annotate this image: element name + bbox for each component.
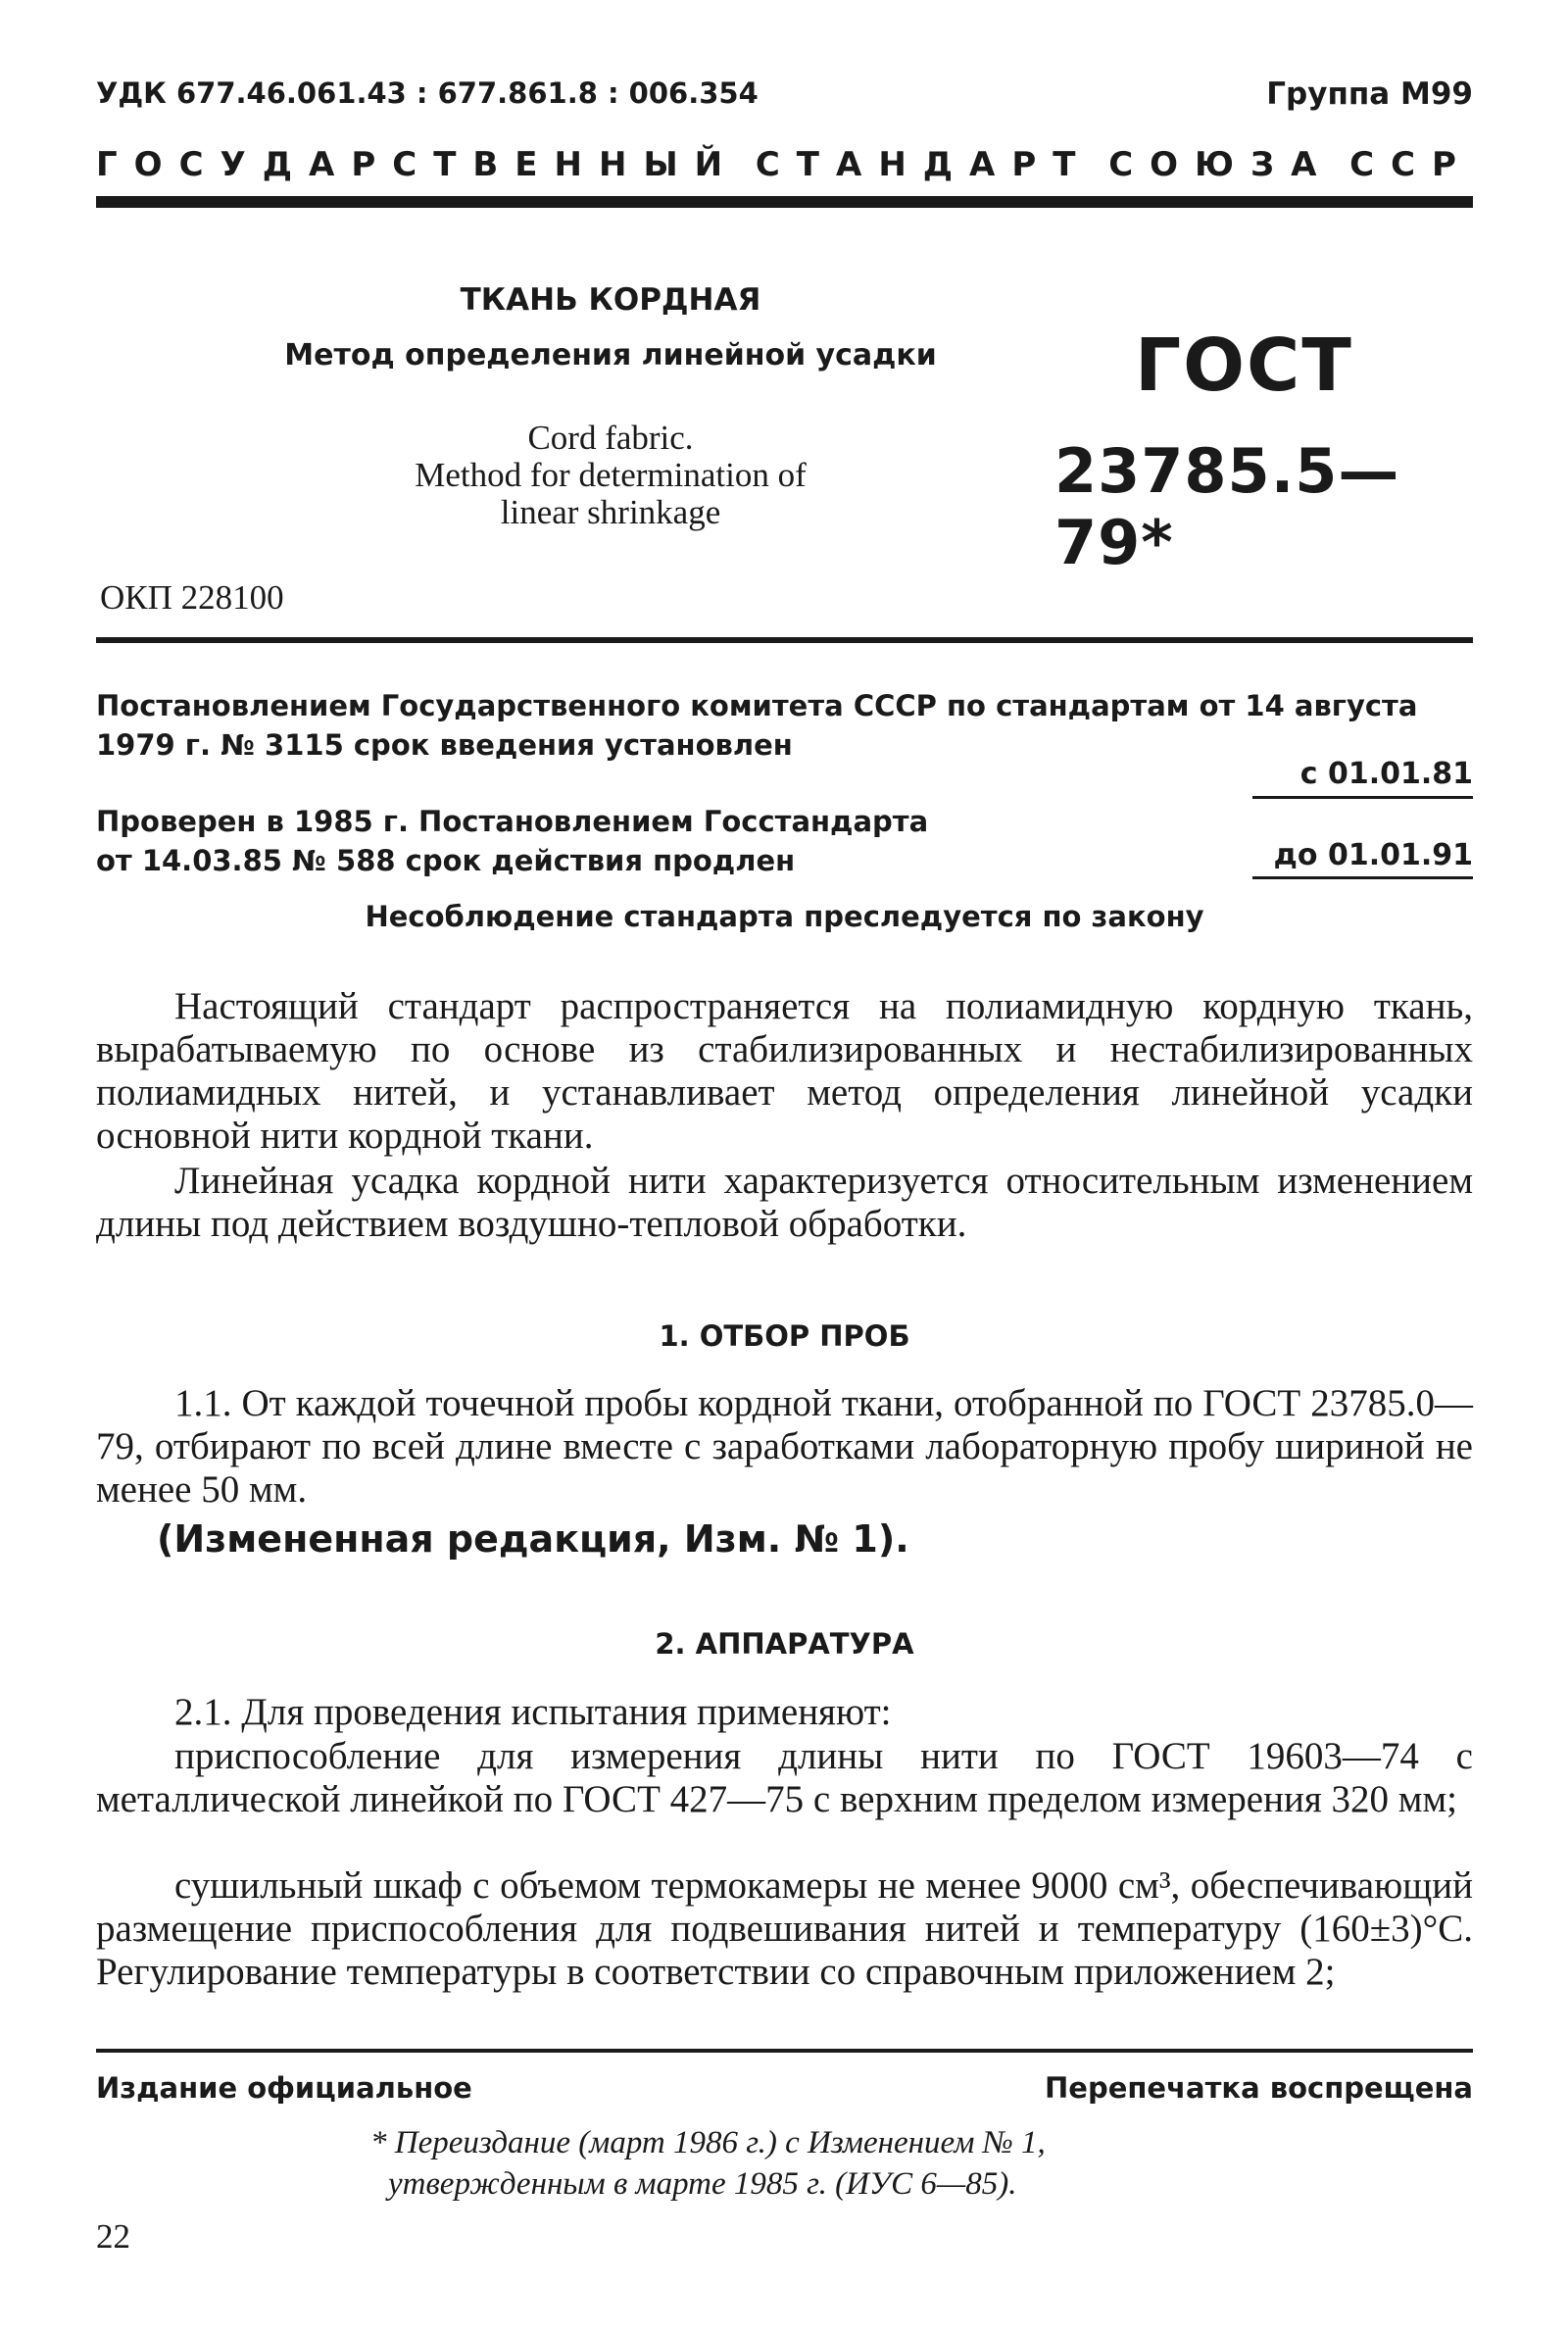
subtitle-ru: Метод определения линейной усадки xyxy=(284,338,937,372)
state-word: СТАНДАРТ xyxy=(755,145,1093,184)
document-page xyxy=(96,0,1473,2333)
edition-label: Издание официальное xyxy=(96,2071,472,2105)
list-item: сушильный шкаф с объемом термокамеры не менее 9000 см³, обеспечивающий размещение приспособления для подвешивания нитей и температуру (160±3)°С. Регулирование температуры в соответствии со справочным приложением 2; xyxy=(96,1864,1473,1993)
reprint-label: Перепечатка воспрещена xyxy=(1045,2071,1473,2105)
decree-line: 1979 г. № 3115 срок введения установлен xyxy=(96,728,793,762)
gost-label: ГОСТ xyxy=(1135,323,1353,408)
date-to: до 01.01.91 xyxy=(1273,838,1473,872)
title-en-line: Cord fabric. xyxy=(527,419,694,457)
footer-rule xyxy=(96,2049,1473,2053)
gost-number: 23785.5—79* xyxy=(1054,435,1400,578)
section-heading: 2. АППАРАТУРА xyxy=(655,1627,914,1661)
check-line: от 14.03.85 № 588 срок действия продлен xyxy=(96,844,796,877)
udk-code: УДК 677.46.061.43 : 677.861.8 : 006.354 xyxy=(96,76,759,110)
page-number: 22 xyxy=(96,2217,130,2256)
check-text xyxy=(96,802,1174,880)
state-word: СОЮЗА xyxy=(1108,145,1334,184)
footnote-line: утвержденным в марте 1985 г. (ИУС 6—85). xyxy=(388,2166,1017,2202)
title-en xyxy=(96,420,1125,531)
date-from-underline xyxy=(1252,796,1473,799)
state-word: ГОСУДАРСТВЕННЫЙ xyxy=(96,145,740,184)
footnote-line: * Переиздание (март 1986 г.) с Изменением № 1, xyxy=(370,2125,1046,2160)
section-paragraph: 1.1. От каждой точечной пробы кордной ткани, отобранной по ГОСТ 23785.0—79, отбирают по всей длине вместе с заработками лабораторную пробу шириной не менее 50 мм. xyxy=(96,1382,1473,1511)
section-paragraph: 2.1. Для проведения испытания применяют: xyxy=(174,1691,892,1733)
group-code: Группа М99 xyxy=(1266,76,1473,112)
date-from: с 01.01.81 xyxy=(1299,757,1473,791)
check-line: Проверен в 1985 г. Постановлением Госстандарта xyxy=(96,805,929,838)
state-standard-heading xyxy=(96,145,1473,184)
list-item: приспособление для измерения длины нити по ГОСТ 19603—74 с металлической линейкой по ГОСТ 427—75 с верхним пределом измерения 320 мм; xyxy=(96,1735,1473,1820)
header-rule xyxy=(96,196,1473,208)
decree-line: Постановлением Государственного комитета СССР по стандартам от 14 августа xyxy=(96,689,1418,722)
state-word: ССР xyxy=(1349,145,1473,184)
footnote xyxy=(370,2122,1046,2205)
okp-code: ОКП 228100 xyxy=(100,578,284,617)
section-heading: 1. ОТБОР ПРОБ xyxy=(659,1319,910,1353)
intro-paragraph: Линейная усадка кордной нити характеризуется относительным изменением длины под действием воздушно-тепловой обработки. xyxy=(96,1160,1473,1245)
intro-paragraph: Настоящий стандарт распространяется на полиамидную кордную ткань, вырабатываемую по основе из стабилизированных и нестабилизированных полиамидных нитей, и устанавливает метод определения линейной усадки основной нити кордной ткани. xyxy=(96,985,1473,1157)
penalty-notice: Несоблюдение стандарта преследуется по закону xyxy=(365,900,1204,933)
title-ru: ТКАНЬ КОРДНАЯ xyxy=(460,282,761,318)
date-to-underline xyxy=(1252,876,1473,879)
amendment-note: (Измененная редакция, Изм. № 1). xyxy=(157,1517,909,1561)
decree-text xyxy=(96,686,1473,765)
title-rule xyxy=(96,637,1473,643)
title-en-line: linear shrinkage xyxy=(500,493,721,531)
title-en-line: Method for determination of xyxy=(415,456,807,494)
